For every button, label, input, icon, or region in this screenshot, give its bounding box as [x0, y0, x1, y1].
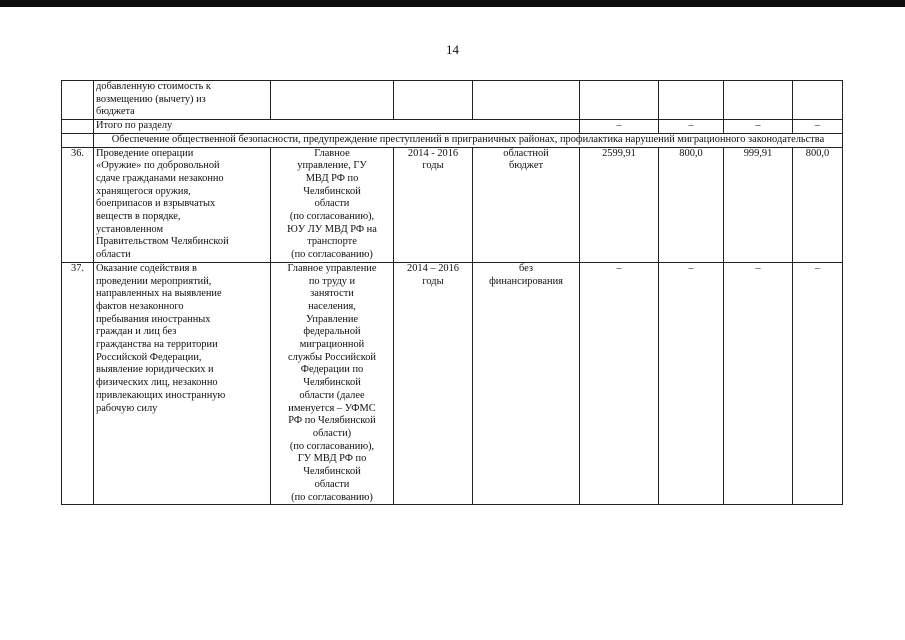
cell-amount-2015: 999,91 [724, 147, 793, 262]
executor-line: Челябинской [303, 377, 361, 389]
desc-line: бюджета [96, 106, 135, 118]
source-line: областной [503, 147, 549, 159]
executor-line: (по согласованию), [289, 211, 375, 223]
executor-line: занятости [310, 288, 354, 300]
desc-line: области [96, 249, 131, 261]
cell-description [94, 81, 271, 120]
desc-line: физических лиц, незаконно [96, 377, 218, 389]
cell-amount-total: 2599,91 [580, 147, 659, 262]
desc-line: Правительством Челябинской [96, 236, 229, 248]
desc-line: сдаче гражданами незаконно [96, 172, 224, 184]
executor-line: управление, ГУ [297, 160, 367, 172]
cell-source [473, 262, 580, 504]
subtotal-value: – [724, 120, 793, 134]
desc-line: Оказание содействия в [96, 262, 197, 274]
table-row-continuation [62, 81, 843, 120]
cell-executor [271, 147, 394, 262]
period-line: годы [422, 275, 444, 287]
executor-line: Управление [305, 313, 359, 325]
desc-line: установленном [96, 223, 164, 235]
desc-line: граждан и лиц без [96, 326, 177, 338]
subtotal-value: – [659, 120, 724, 134]
desc-line: хранящегося оружия, [96, 185, 191, 197]
cell-period [394, 147, 473, 262]
cell-amount-total [580, 81, 659, 120]
source-line: финансирования [489, 275, 563, 287]
source-line: бюджет [508, 160, 543, 172]
executor-line: МВД РФ по [305, 172, 359, 184]
source-line: без [519, 262, 533, 274]
executor-line: области (далее [299, 389, 365, 401]
period-line: годы [422, 160, 444, 172]
program-measures-table [61, 80, 843, 505]
desc-line: рабочую силу [96, 402, 158, 414]
executor-line: области [314, 478, 350, 490]
desc-line: боеприпасов и взрывчатых [96, 198, 216, 210]
executor-line: (по согласованию), [289, 440, 375, 452]
period-line: 2014 - 2016 [407, 147, 459, 159]
executor-line: именуется – УФМС [288, 402, 376, 414]
desc-line: «Оружие» по добровольной [96, 160, 220, 172]
executor-line: Главное управление [287, 262, 377, 274]
table-row [62, 147, 843, 262]
desc-line: фактов незаконного [96, 300, 184, 312]
executor-line: области [314, 198, 350, 210]
desc-line: направленных на выявление [96, 288, 222, 300]
row-number: 37. [62, 262, 94, 504]
subtotal-value: – [580, 120, 659, 134]
executor-line: по труду и [308, 275, 356, 287]
cell-amount-total: – [580, 262, 659, 504]
executor-line: транспорте [307, 236, 357, 248]
executor-line: (по согласованию) [291, 249, 373, 261]
desc-line: возмещению (вычету) из [96, 93, 206, 105]
cell-executor [271, 81, 394, 120]
executor-line: населения, [308, 300, 356, 312]
cell-amount-2016: – [793, 262, 843, 504]
executor-line: Челябинской [303, 185, 361, 197]
cell-amount-2014 [659, 81, 724, 120]
executor-line: федеральной [303, 326, 361, 338]
executor-line: области) [312, 427, 352, 439]
cell-amount-2016: 800,0 [793, 147, 843, 262]
cell-description [94, 147, 271, 262]
subtotal-value: – [793, 120, 843, 134]
executor-line: службы Российской [288, 351, 376, 363]
cell-num [62, 120, 94, 134]
executor-line: ГУ МВД РФ по [297, 453, 367, 465]
cell-description [94, 262, 271, 504]
cell-amount-2015 [724, 81, 793, 120]
executor-line: РФ по Челябинской [288, 415, 376, 427]
desc-line: добавленную стоимость к [96, 81, 211, 92]
cell-amount-2016 [793, 81, 843, 120]
cell-num [62, 133, 94, 147]
desc-line: гражданства на территории [96, 339, 218, 351]
subtotal-label: Итого по разделу [94, 120, 580, 134]
cell-num [62, 81, 94, 120]
executor-line: миграционной [299, 339, 365, 351]
cell-amount-2014: – [659, 262, 724, 504]
cell-source [473, 147, 580, 262]
desc-line: Российской Федерации, [96, 351, 202, 363]
scan-top-border [0, 0, 905, 7]
cell-executor [271, 262, 394, 504]
row-number: 36. [62, 147, 94, 262]
cell-amount-2014: 800,0 [659, 147, 724, 262]
desc-line: выявление юридических и [96, 364, 214, 376]
executor-line: ЮУ ЛУ МВД РФ на [287, 223, 377, 235]
desc-line: пребывания иностранных [96, 313, 211, 325]
desc-line: веществ в порядке, [96, 211, 181, 223]
desc-line: проведении мероприятий, [96, 275, 212, 287]
table-row-subtotal [62, 120, 843, 134]
desc-line: Проведение операции [96, 147, 194, 159]
cell-period [394, 262, 473, 504]
executor-line: (по согласованию) [291, 491, 373, 503]
table-row-section-heading [62, 133, 843, 147]
period-line: 2014 – 2016 [407, 262, 459, 274]
table-row [62, 262, 843, 504]
executor-line: Челябинской [303, 466, 361, 478]
page-number: 14 [446, 42, 459, 57]
desc-line: привлекающих иностранную [96, 389, 226, 401]
section-heading: Обеспечение общественной безопасности, предупреждение преступлений в приграничных районах, профилактика нарушений миграционного законодательства [94, 133, 843, 147]
cell-period [394, 81, 473, 120]
executor-line: Федерации по [300, 364, 364, 376]
cell-source [473, 81, 580, 120]
executor-line: Главное [314, 147, 350, 159]
cell-amount-2015: – [724, 262, 793, 504]
